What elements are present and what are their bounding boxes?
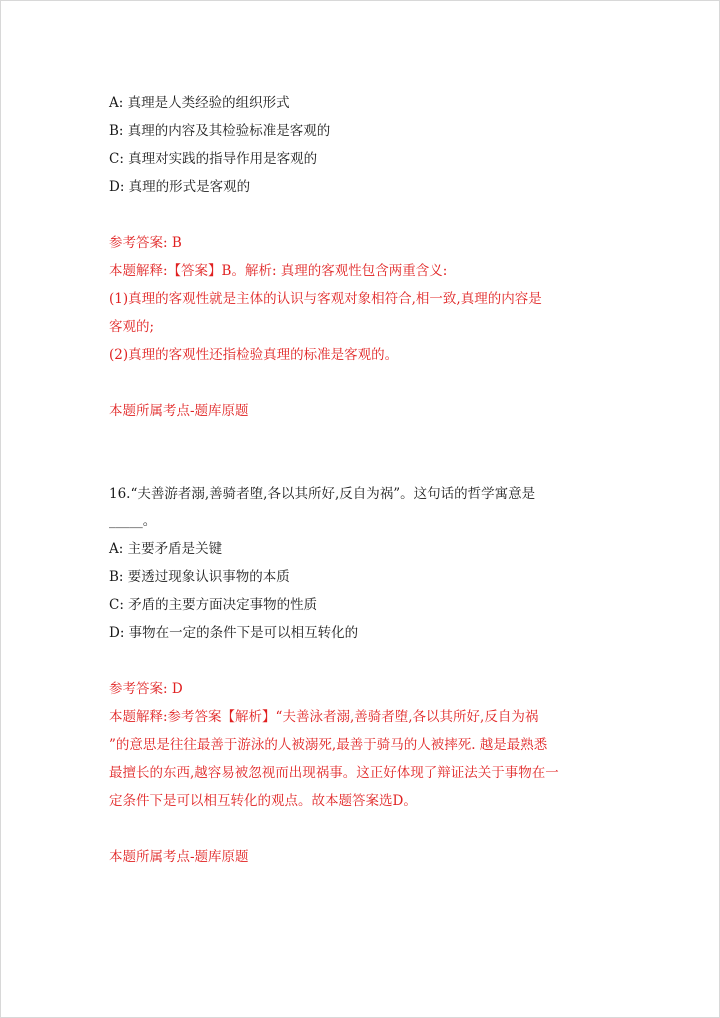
option-c: C: 真理对实践的指导作用是客观的 — [109, 151, 318, 167]
option-c: C: 矛盾的主要方面决定事物的性质 — [109, 597, 318, 613]
explanation-line: ”的意思是往往最善于游泳的人被溺死,最善于骑马的人被摔死. 越是最熟悉 — [109, 737, 548, 753]
question-stem-blank: _____。 — [109, 513, 157, 529]
source-note: 本题所属考点-题库原题 — [109, 403, 249, 419]
question-16-answer-block — [109, 675, 621, 815]
explanation-line: (1)真理的客观性就是主体的认识与客观对象相符合,相一致,真理的内容是 — [109, 291, 542, 307]
option-a: A: 真理是人类经验的组织形式 — [109, 95, 290, 111]
option-a: A: 主要矛盾是关键 — [109, 541, 223, 557]
question-stem-line: 16.“夫善游者溺,善骑者堕,各以其所好,反自为祸”。这句话的哲学寓意是 — [109, 486, 536, 502]
explanation-line: 本题解释:【答案】B。解析: 真理的客观性包含两重含义: — [109, 263, 448, 279]
option-b: B: 真理的内容及其检验标准是客观的 — [109, 123, 331, 139]
question-15-answer-block — [109, 229, 621, 369]
page-content — [109, 89, 621, 871]
question-16-options — [109, 535, 621, 647]
question-15-options — [109, 89, 621, 201]
explanation-line: 定条件下是可以相互转化的观点。故本题答案选D。 — [109, 793, 417, 809]
option-b: B: 要透过现象认识事物的本质 — [109, 569, 290, 585]
answer-text: 参考答案: B — [109, 235, 182, 251]
explanation-line: (2)真理的客观性还指检验真理的标准是客观的。 — [109, 347, 399, 363]
explanation-line: 客观的; — [109, 319, 155, 335]
answer-text: 参考答案: D — [109, 681, 183, 697]
explanation-line: 最擅长的东西,越容易被忽视而出现祸事。这正好体现了辩证法关于事物在一 — [109, 765, 559, 781]
option-d: D: 事物在一定的条件下是可以相互转化的 — [109, 625, 359, 641]
option-d: D: 真理的形式是客观的 — [109, 179, 251, 195]
source-note: 本题所属考点-题库原题 — [109, 849, 249, 865]
question-16-stem — [109, 481, 621, 535]
explanation-line: 本题解释:参考答案【解析】“夫善泳者溺,善骑者堕,各以其所好,反自为祸 — [109, 709, 539, 725]
